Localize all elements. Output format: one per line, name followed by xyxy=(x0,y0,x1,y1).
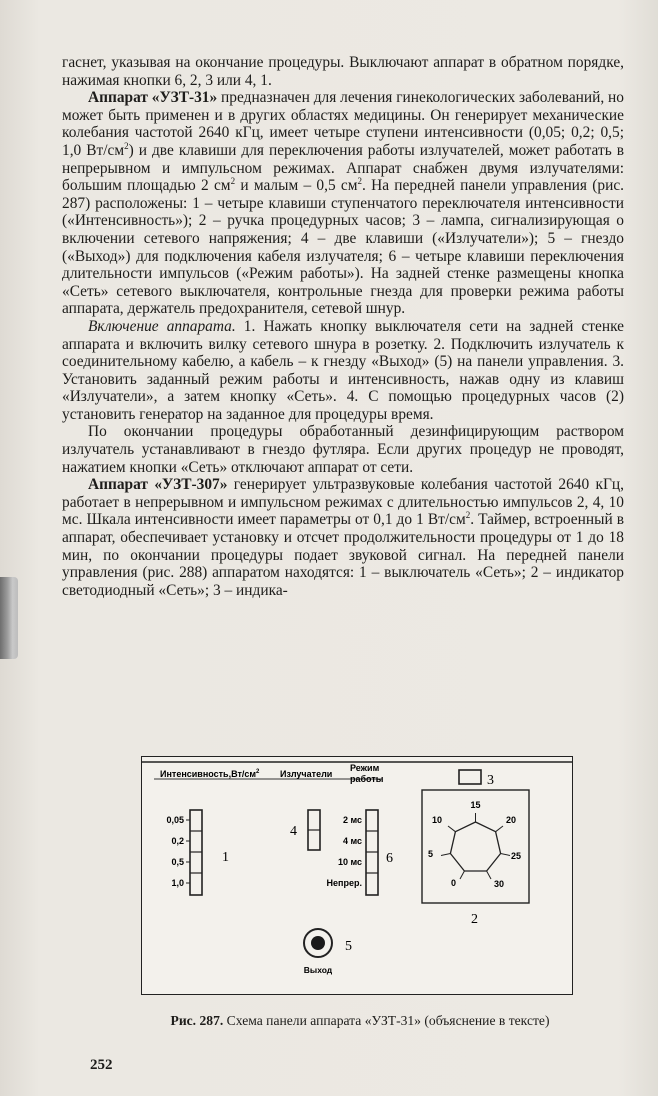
mode-level-1: 4 мс xyxy=(342,836,362,846)
caption-text: Схема панели аппарата «УЗТ-31» (объяснение в тексте) xyxy=(223,1013,550,1028)
text-run: 2 xyxy=(230,176,236,187)
text-run: гаснет, указывая на окончание процедуры. Выключают аппарат в обратном порядке, нажимая кнопки 6, 2, 3 или 4, 1. xyxy=(62,54,624,89)
dial-mark-5: 5 xyxy=(428,849,434,859)
page-number: 252 xyxy=(90,1057,113,1073)
lamp-rect xyxy=(459,770,481,784)
header-mode-line1: Режим xyxy=(350,763,380,773)
figure-caption xyxy=(100,1013,620,1029)
text-run: Аппарат «УЗТ-31» xyxy=(88,89,218,107)
header-intensity: $Интенсивность,Вт/см^2$ xyxy=(160,769,260,779)
dial-mark-25: 25 xyxy=(511,851,522,861)
paragraph-1 xyxy=(62,89,624,318)
panel-diagram-svg xyxy=(142,757,572,994)
paragraph-2 xyxy=(62,318,624,424)
callout-3: 3 xyxy=(487,773,494,788)
network-lamp xyxy=(459,770,494,788)
paragraph-4 xyxy=(62,476,624,599)
page-edge-tab xyxy=(0,577,18,659)
text-run: 2 xyxy=(124,140,129,151)
figure-287-panel-diagram xyxy=(141,756,573,995)
emitter-keys xyxy=(290,810,320,850)
intensity-keys xyxy=(166,810,229,895)
mode-level-3: Непрер. xyxy=(326,878,362,888)
text-run: Включение аппарата. xyxy=(88,317,236,335)
output-label: Выход xyxy=(303,965,333,975)
callout-5: 5 xyxy=(345,939,352,954)
text-run: По окончании процедуры обработанный дезинфицирующим раствором излучатель устанавливают в гнездо футляра. Если других процедур не проводят, нажатием кнопки «Сеть» отключают аппарат от сети. xyxy=(62,423,624,476)
intensity-level-2: 0,5 xyxy=(171,857,184,867)
paragraph-3 xyxy=(62,423,624,476)
text-run: 2 xyxy=(357,176,362,187)
header-mode-line2: работы xyxy=(350,774,384,784)
text-run: 1. Нажать кнопку выключателя сети на задней стенке аппарата и включить вилку сетевого шнура в розетку. 2. Подключить излучатель к соединительному кабелю, а кабель – к гнезду «Выход» (5) на панели управления. 3. Установить заданный режим работы и интенсивность, нажав одну из клавиш «Излучатели», а затем кнопку «Сеть». 4. С помощью процедурных часов (2) установить генератор на заданное для процедуры время. xyxy=(62,317,624,423)
callout-6: 6 xyxy=(386,851,393,866)
output-socket-hole xyxy=(311,936,325,950)
text-run: ) и две клавиши для переключения работы излучателей, может работать в непрерывном и импульсном режимах. Аппарат снабжен двумя излучателями: большим площадью 2 см xyxy=(62,141,624,195)
intensity-level-3: 1,0 xyxy=(171,878,184,888)
body-text xyxy=(62,54,624,599)
procedure-clock xyxy=(422,790,529,927)
callout-2: 2 xyxy=(471,912,478,927)
caption-label: Рис. 287. xyxy=(170,1013,224,1028)
mode-level-2: 10 мс xyxy=(337,857,362,867)
mode-keys xyxy=(327,810,393,895)
text-run: генерирует ультразвуковые колебания частотой 2640 кГц, работает в непрерывном и импульсном режимах с длительностью импульсов 2, 4, 10 мс. Шкала интенсивности имеет параметры от 0,1 до 1 Вт/см xyxy=(62,476,624,529)
dial-mark-20: 20 xyxy=(506,815,517,825)
mode-level-0: 2 мс xyxy=(342,815,362,825)
callout-4: 4 xyxy=(290,824,297,839)
clock-dial xyxy=(450,822,500,871)
paragraph-0 xyxy=(62,54,624,89)
text-run: Аппарат «УЗТ-307» xyxy=(88,476,228,494)
dial-mark-30: 30 xyxy=(494,879,505,889)
text-run: и малым – 0,5 см xyxy=(235,177,358,195)
dial-mark-0: 0 xyxy=(451,878,457,888)
callout-1: 1 xyxy=(222,850,229,865)
dial-mark-15: 15 xyxy=(470,800,481,810)
intensity-level-0: 0,05 xyxy=(166,815,184,825)
text-run: . Таймер, встроенный в аппарат, обеспечивает установку и отсчет продолжительности процедуры от 1 до 18 мин, по окончании процедуры подает звуковой сигнал. На передней панели управления (рис. 288) аппаратом находятся: 1 – выключатель «Сеть»; 2 – индикатор светодиодный «Сеть»; 3 – индика- xyxy=(62,511,624,599)
header-emitters: Излучатели xyxy=(280,769,333,779)
output-socket xyxy=(304,929,352,975)
text-run: . На передней панели управления (рис. 287) расположены: 1 – четыре клавиши ступенчатого переключателя интенсивности («Интенсивность»); 2 – ручка процедурных часов; 3 – лампа, сигнализирующая о включении сетевого напряжения; 4 – две клавиши («Излучатели»); 5 – гнездо («Выход») для подключения кабеля излучателя; 6 – четыре клавиши переключения длительности импульсов («Режим работы»). На задней стенке размещены кнопка «Сеть» сетевого выключателя, контрольные гнезда для проверки режима работы аппарата, держатель предохранителя, сетевой шнур. xyxy=(62,177,624,318)
text-run: 2 xyxy=(465,510,471,521)
intensity-level-1: 0,2 xyxy=(171,836,184,846)
dial-mark-10: 10 xyxy=(432,815,443,825)
text-run: предназначен для лечения гинекологических заболеваний, но может быть применен и в других областях медицины. Он генерирует механические колебания частотой 2640 кГц, имеет четыре ступени интенсивности (0,05; 0,2; 0,5; 1,0 Вт/см xyxy=(62,89,624,159)
